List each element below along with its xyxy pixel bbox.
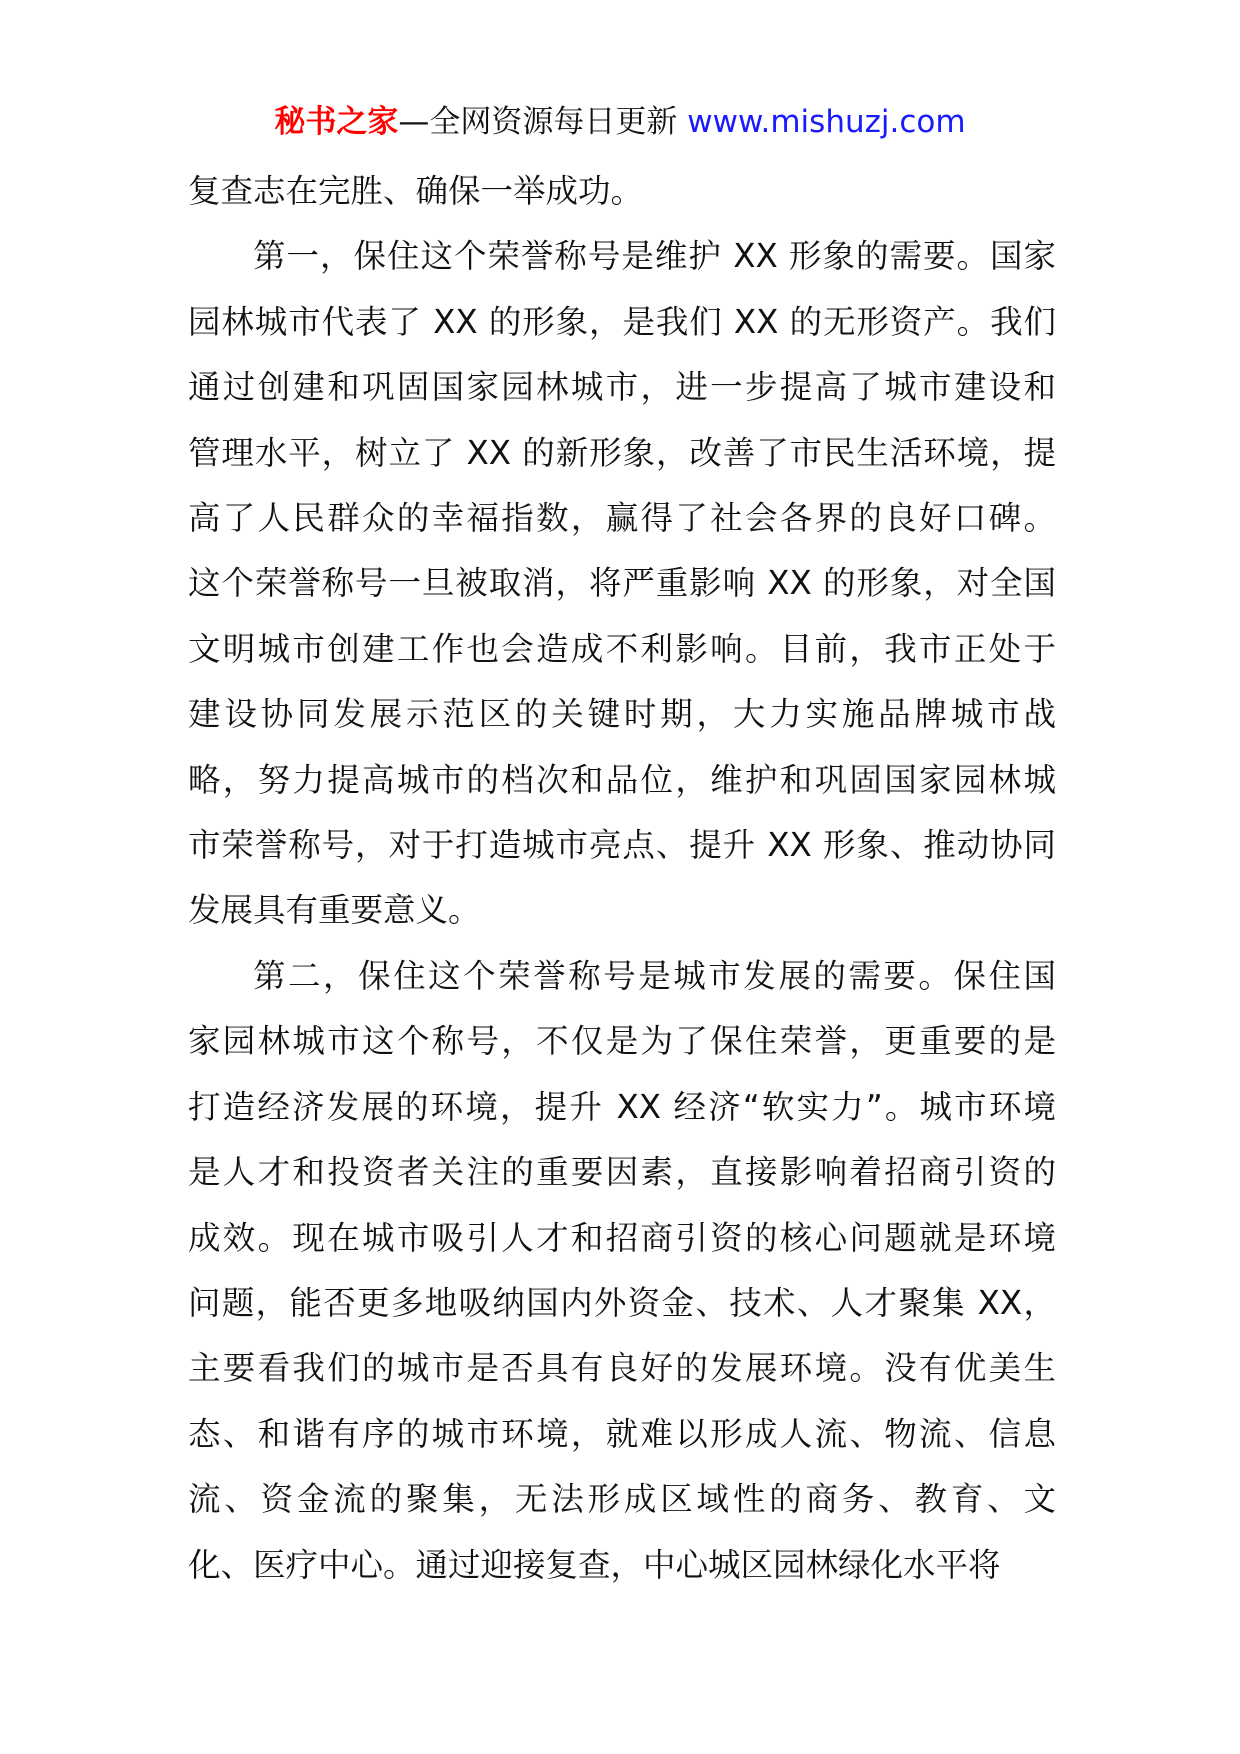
text-line: 流、资金流的聚集，无法形成区域性的商务、教育、文: [188, 1480, 1056, 1519]
page-header: [0, 100, 1240, 144]
text-line: 成效。现在城市吸引人才和招商引资的核心问题就是环境: [188, 1218, 1056, 1257]
text-line: 管理水平，树立了 XX 的新形象，改善了市民生活环境，提: [188, 433, 1056, 472]
text-line: 第一，保住这个荣誉称号是维护 XX 形象的需要。国家: [253, 237, 1056, 276]
text-line: 通过创建和巩固国家园林城市，进一步提高了城市建设和: [188, 368, 1056, 407]
paragraph: [188, 159, 1056, 224]
text-line: 化、医疗中心。通过迎接复查，中心城区园林绿化水平将: [188, 1545, 1001, 1584]
paragraph: [188, 944, 1056, 1598]
site-url-link[interactable]: www.mishuzj.com: [687, 104, 966, 140]
text-line: 是人才和投资者关注的重要因素，直接影响着招商引资的: [188, 1153, 1056, 1192]
text-line: 问题，能否更多地吸纳国内外资金、技术、人才聚集 XX，: [188, 1283, 1056, 1322]
text-line: 略，努力提高城市的档次和品位，维护和巩固国家园林城: [188, 760, 1056, 799]
text-line: 建设协同发展示范区的关键时期，大力实施品牌城市战: [188, 695, 1056, 734]
text-line: 主要看我们的城市是否具有良好的发展环境。没有优美生: [188, 1349, 1056, 1388]
brand-name: 秘书之家: [274, 104, 399, 140]
text-line: 态、和谐有序的城市环境，就难以形成人流、物流、信息: [188, 1414, 1056, 1453]
text-line: 园林城市代表了 XX 的形象，是我们 XX 的无形资产。我们: [188, 302, 1056, 341]
text-line: 市荣誉称号，对于打造城市亮点、提升 XX 形象、推动协同: [188, 826, 1056, 865]
text-line: 家园林城市这个称号，不仅是为了保住荣誉，更重要的是: [188, 1022, 1056, 1061]
text-line: 复查志在完胜、确保一举成功。: [188, 172, 644, 210]
text-line: 第二，保住这个荣誉称号是城市发展的需要。保住国: [253, 956, 1056, 995]
header-tagline: —全网资源每日更新: [398, 104, 678, 140]
text-line: 这个荣誉称号一旦被取消，将严重影响 XX 的形象，对全国: [188, 564, 1056, 603]
text-line: 发展具有重要意义。: [188, 891, 481, 930]
document-body: [188, 159, 1056, 1598]
text-line: 文明城市创建工作也会造成不利影响。目前，我市正处于: [188, 629, 1056, 668]
text-line: 打造经济发展的环境，提升 XX 经济“软实力”。城市环境: [188, 1087, 1056, 1126]
text-line: 高了人民群众的幸福指数，赢得了社会各界的良好口碑。: [188, 499, 1056, 538]
paragraph: [188, 224, 1056, 943]
